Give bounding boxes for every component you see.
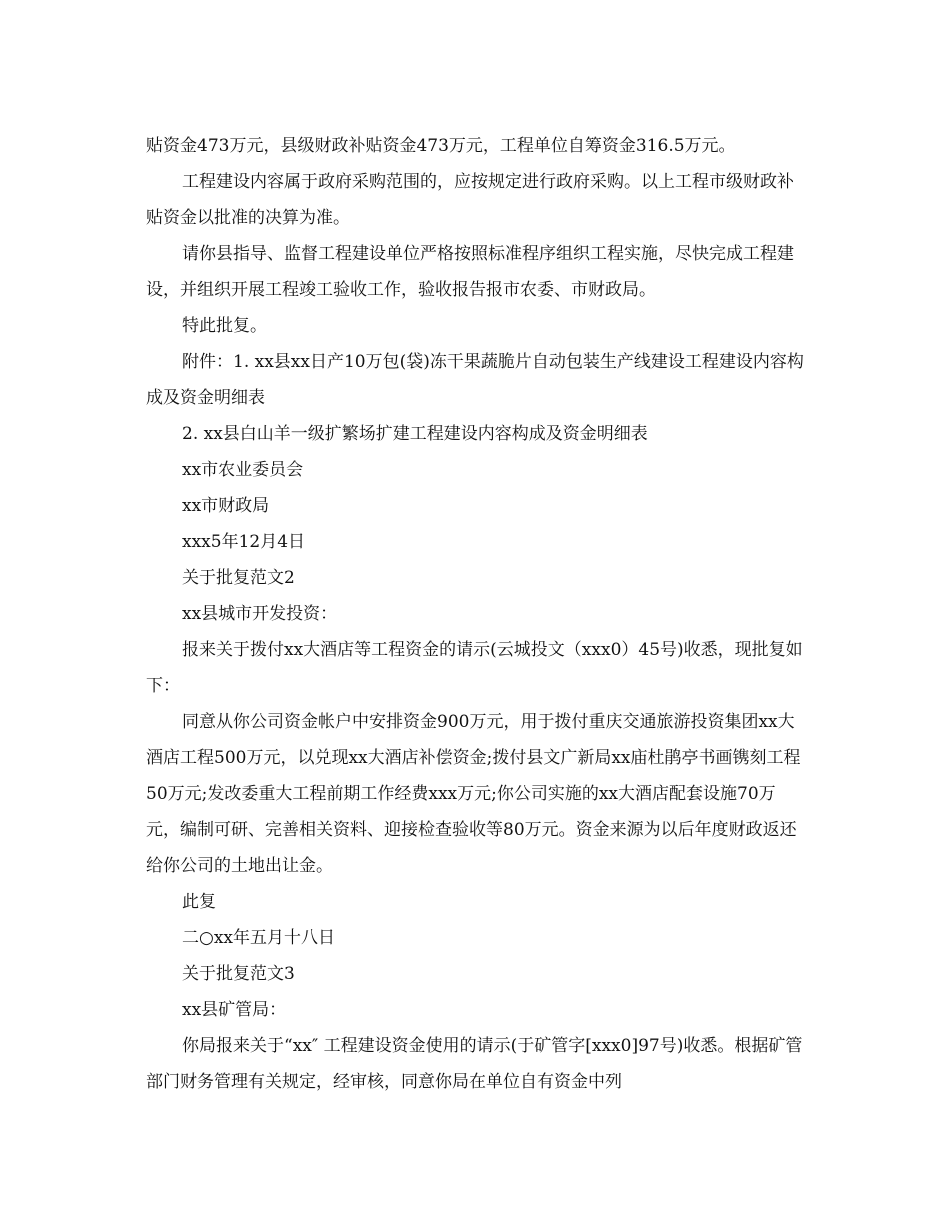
paragraph: 同意从你公司资金帐户中安排资金900万元，用于拨付重庆交通旅游投资集团xx大酒店工程500万元，以兑现xx大酒店补偿资金;拨付县文广新局xx庙杜鹃亭书画镌刻工程50万元;发改委重大工程前期工作经费xxx万元;你公司实施的xx大酒店配套设施70万元，编制可研、完善相关资料、迎接检查验收等80万元。资金来源为以后年度财政返还给你公司的土地出让金。: [146, 712, 801, 876]
addressee: xx县城市开发投资：: [182, 604, 338, 624]
issue-date: 二○xx年五月十八日: [182, 928, 336, 948]
section-title: 关于批复范文3: [182, 964, 295, 984]
attachment-1: 附件：1. xx县xx日产10万包(袋)冻干果蔬脆片自动包装生产线建设工程建设内容构成及资金明细表: [146, 352, 804, 408]
closing-line: 特此批复。: [182, 316, 267, 336]
issue-date: xxx5年12月4日: [182, 532, 306, 552]
addressee: xx县矿管局：: [182, 1000, 287, 1020]
issuer-1: xx市农业委员会: [182, 460, 304, 480]
paragraph: 请你县指导、监督工程建设单位严格按照标准程序组织工程实施，尽快完成工程建设，并组织开展工程竣工验收工作，验收报告报市农委、市财政局。: [146, 244, 794, 300]
issuer-2: xx市财政局: [182, 496, 270, 516]
document-body: [146, 128, 806, 1100]
attachment-2: 2. xx县白山羊一级扩繁场扩建工程建设内容构成及资金明细表: [182, 424, 648, 444]
section-title: 关于批复范文2: [182, 568, 295, 588]
paragraph: 工程建设内容属于政府采购范围的，应按规定进行政府采购。以上工程市级财政补贴资金以批准的决算为准。: [146, 172, 794, 228]
paragraph: 贴资金473万元，县级财政补贴资金473万元，工程单位自筹资金316.5万元。: [146, 136, 736, 156]
paragraph: 报来关于拨付xx大酒店等工程资金的请示(云城投文（xxx0）45号)收悉，现批复如下：: [146, 640, 803, 696]
paragraph: 你局报来关于“xx″ 工程建设资金使用的请示(于矿管字[xxx0]97号)收悉。根据矿管部门财务管理有关规定，经审核，同意你局在单位自有资金中列: [146, 1036, 803, 1092]
closing-line: 此复: [182, 892, 216, 912]
